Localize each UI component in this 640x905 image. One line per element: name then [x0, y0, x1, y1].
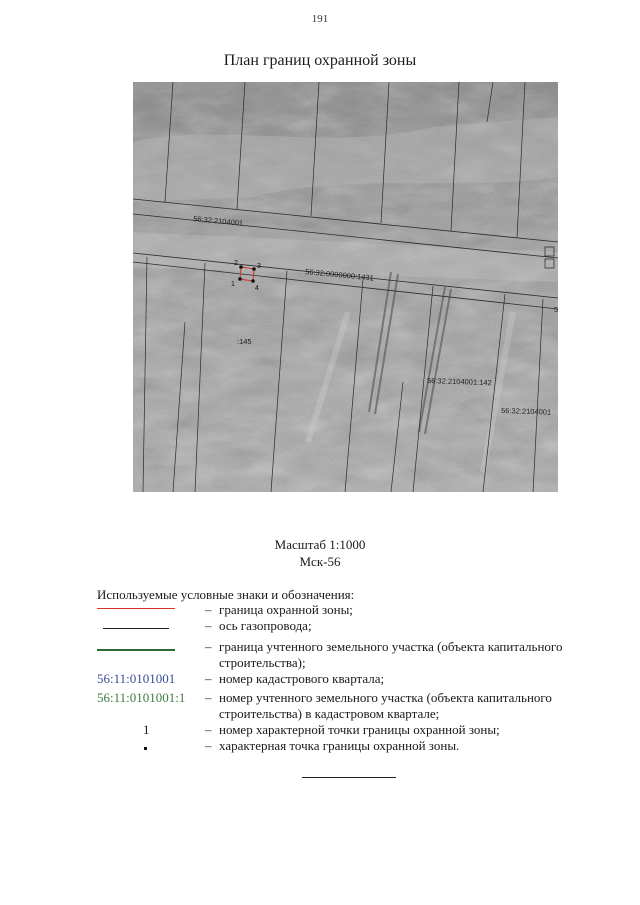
legend-text: номер характерной точки границы охранной зоны; [219, 722, 500, 737]
zone-point-label-2: 2 [234, 260, 238, 267]
legend-dash: – [205, 602, 212, 617]
legend-dash: – [205, 618, 212, 633]
cadastral-map [133, 82, 558, 492]
legend-dash: – [205, 722, 212, 737]
legend-text: номер учтенного земельного участка (объекта капитального строительства) в кадастровом квартале; [219, 690, 552, 721]
legend-code-parcel: 56:11:0101001:1 [97, 690, 186, 705]
label-quarter-right: 56:32:2104001 [500, 406, 552, 417]
legend-text: граница охранной зоны; [219, 602, 353, 617]
legend-symbol-thin-line [97, 618, 195, 634]
legend-point-number: 1 [143, 722, 150, 737]
label-quarter-top: 56:32:2104001 [192, 214, 244, 228]
legend-dash: – [205, 738, 212, 753]
zone-point-label-3: 3 [257, 263, 261, 270]
zone-point-4 [251, 279, 255, 283]
legend-text: граница учтенного земельного участка (объекта капитального строительства); [219, 639, 563, 670]
zone-point-3 [252, 267, 256, 271]
legend-code-quarter: 56:11:0101001 [97, 671, 176, 686]
label-edge-s: 5 [554, 305, 558, 314]
legend-heading: Используемые условные знаки и обозначения: [97, 587, 355, 602]
zone-point-2 [239, 265, 243, 269]
label-parcel-145: :145 [237, 337, 252, 346]
page-title: План границ охранной зоны [223, 52, 417, 69]
legend-dash: – [205, 690, 212, 705]
zone-point-1 [238, 277, 242, 281]
page-number: 191 [311, 13, 329, 25]
map-scale: Масштаб 1:1000 [274, 537, 366, 552]
legend-dash: – [205, 671, 212, 686]
legend-symbol-red-line [97, 602, 195, 618]
coordinate-system: Мск-56 [299, 554, 341, 569]
label-parcel-142: 56:32:2104001:142 [426, 376, 492, 388]
map-drawing [133, 82, 558, 492]
legend-symbol-green-line [97, 639, 195, 655]
zone-point-label-1: 1 [231, 281, 235, 288]
legend-point-dot [144, 747, 147, 750]
legend-text: номер кадастрового квартала; [219, 671, 385, 686]
label-parcel-line: 56:32:0000000:1431 [304, 267, 375, 283]
legend-dash: – [205, 639, 212, 654]
bottom-rule [302, 777, 396, 778]
legend-text: ось газопровода; [219, 618, 312, 633]
legend-text: характерная точка границы охранной зоны. [219, 738, 460, 753]
zone-point-label-4: 4 [255, 285, 259, 292]
